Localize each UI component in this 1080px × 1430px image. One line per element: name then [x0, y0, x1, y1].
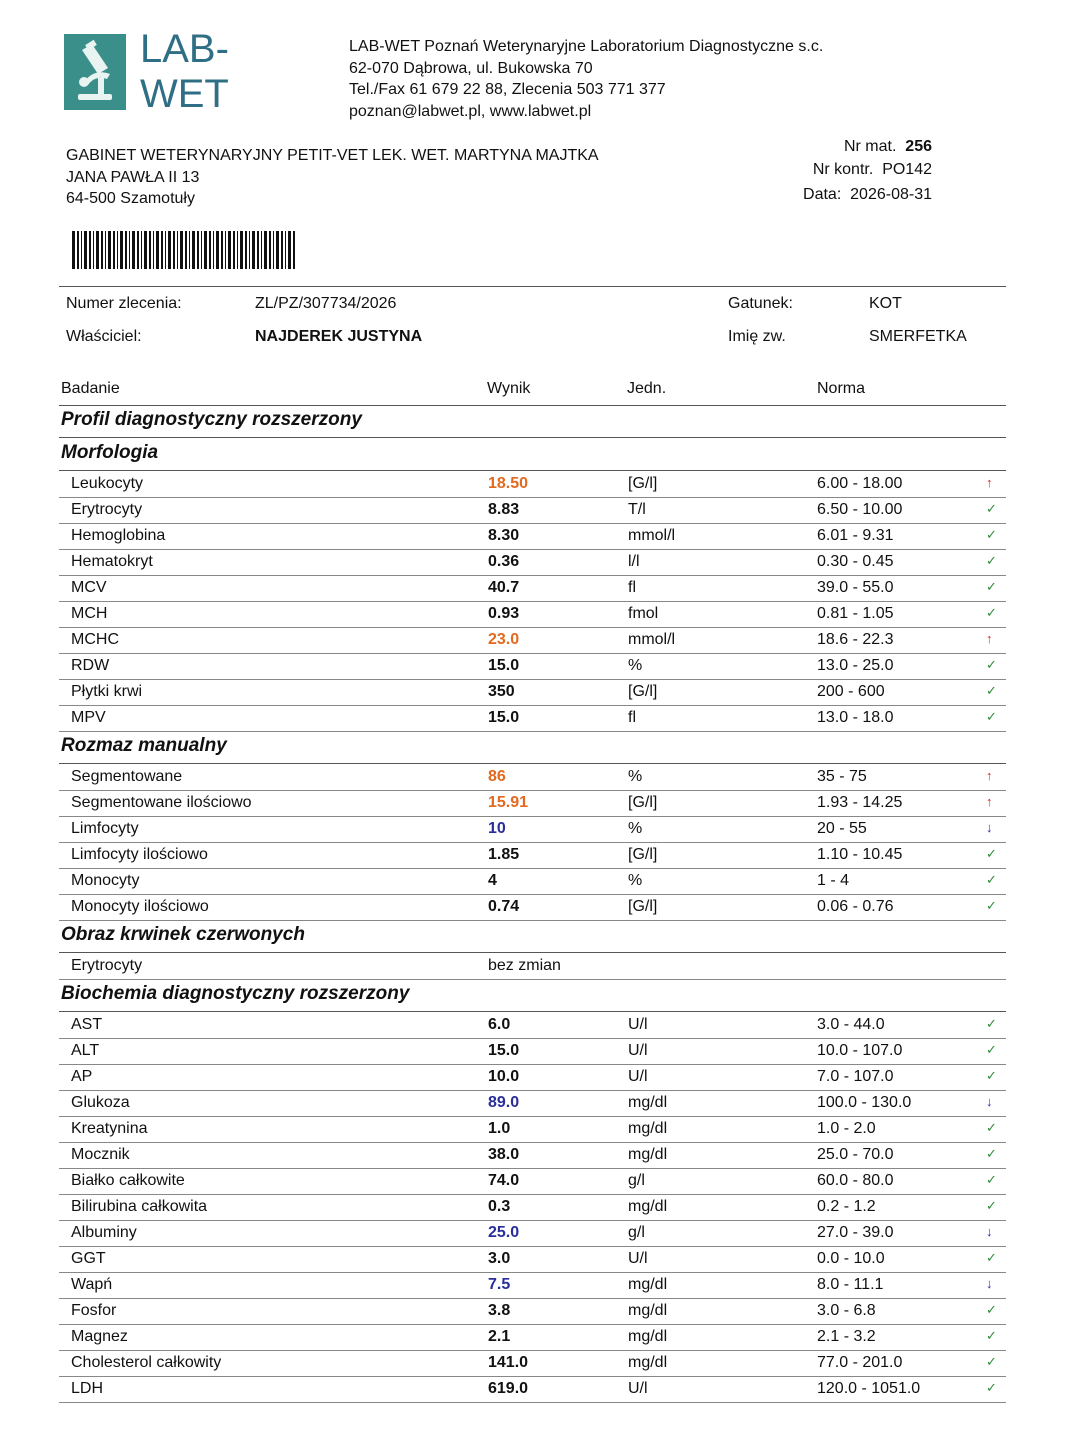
test-name: Płytki krwi — [71, 683, 143, 700]
arrow-down-icon: ↓ — [986, 1224, 993, 1239]
test-name: Hemoglobina — [71, 527, 166, 544]
col-header-norm: Norma — [817, 380, 866, 397]
test-result: 1.85 — [488, 846, 520, 863]
arrow-down-icon: ↓ — [986, 1094, 993, 1109]
barcode-bar — [129, 231, 130, 269]
barcode-bar — [288, 231, 291, 269]
check-icon: ✓ — [986, 1354, 997, 1369]
check-icon: ✓ — [986, 898, 997, 913]
test-unit: U/l — [628, 1380, 648, 1397]
order-number-value: ZL/PZ/307734/2026 — [255, 295, 397, 312]
test-result: 0.74 — [488, 898, 520, 915]
test-unit: mg/dl — [628, 1094, 668, 1111]
test-unit: mg/dl — [628, 1120, 668, 1137]
lab-contact: poznan@labwet.pl, www.labwet.pl — [349, 102, 592, 120]
test-result: 10.0 — [488, 1068, 520, 1085]
test-name: Erytrocyty — [71, 501, 143, 518]
test-name: MCV — [71, 579, 107, 596]
barcode-bar — [285, 231, 286, 269]
table-row — [59, 1272, 1006, 1299]
test-norm: 100.0 - 130.0 — [817, 1094, 912, 1111]
test-norm: 77.0 - 201.0 — [817, 1354, 903, 1371]
barcode-bar — [264, 231, 267, 269]
nr-mat-label: Nr mat. — [843, 138, 897, 155]
barcode-bar — [101, 231, 103, 269]
logo-text: LAB-WET — [140, 27, 229, 116]
barcode-bar — [153, 231, 154, 269]
test-name: Leukocyty — [71, 475, 144, 492]
barcode-bar — [72, 231, 75, 269]
test-unit: U/l — [628, 1250, 648, 1267]
test-norm: 20 - 55 — [817, 820, 867, 837]
check-icon: ✓ — [986, 683, 997, 698]
table-row — [59, 549, 1006, 576]
test-norm: 0.2 - 1.2 — [817, 1198, 876, 1215]
table-row — [59, 790, 1006, 817]
test-result: 10 — [488, 820, 506, 837]
barcode-bar — [273, 231, 274, 269]
lab-address: 62-070 Dąbrowa, ul. Bukowska 70 — [349, 59, 593, 77]
test-unit: mg/dl — [628, 1328, 668, 1345]
lab-info — [349, 36, 823, 122]
test-unit: % — [628, 768, 643, 785]
barcode-bar — [165, 231, 166, 269]
test-norm: 0.06 - 0.76 — [817, 898, 894, 915]
barcode-bar — [84, 231, 87, 269]
test-result: 25.0 — [488, 1224, 520, 1241]
test-unit: mg/dl — [628, 1146, 668, 1163]
pet-name-label: Imię zw. — [728, 328, 786, 345]
divider-header — [59, 405, 1006, 406]
lab-name: LAB-WET Poznań Weterynaryjne Laboratorium Diagnostyczne s.c. — [349, 38, 824, 55]
table-row — [59, 894, 1006, 921]
microscope-icon — [64, 34, 126, 110]
barcode-bar — [237, 231, 238, 269]
test-norm: 0.0 - 10.0 — [817, 1250, 885, 1267]
date-value: 2026-08-31 — [850, 186, 932, 203]
table-row — [59, 1116, 1006, 1143]
test-result: 89.0 — [488, 1094, 520, 1111]
test-unit: mmol/l — [628, 631, 676, 648]
check-icon: ✓ — [986, 1302, 997, 1317]
test-name: Segmentowane ilościowo — [71, 794, 252, 811]
arrow-up-icon: ↑ — [986, 631, 993, 646]
test-name: Mocznik — [71, 1146, 130, 1163]
order-number-label: Numer zlecenia: — [66, 295, 182, 312]
test-name: Monocyty ilościowo — [71, 898, 209, 915]
section-title: Biochemia diagnostyczny rozszerzony — [61, 983, 410, 1004]
test-norm: 25.0 - 70.0 — [817, 1146, 894, 1163]
barcode-bar — [93, 231, 94, 269]
test-result: 15.0 — [488, 1042, 520, 1059]
test-result: 40.7 — [488, 579, 520, 596]
barcode-bar — [113, 231, 115, 269]
test-unit: % — [628, 657, 643, 674]
barcode-bar — [180, 231, 183, 269]
barcode-bar — [252, 231, 255, 269]
table-row — [59, 1038, 1006, 1065]
test-name: Limfocyty — [71, 820, 139, 837]
test-norm: 2.1 - 3.2 — [817, 1328, 876, 1345]
test-result: 350 — [488, 683, 515, 700]
test-unit: T/l — [628, 501, 646, 518]
test-name: MCH — [71, 605, 108, 622]
lab-logo — [64, 27, 314, 116]
clinic-street: JANA PAWŁA II 13 — [66, 168, 200, 186]
test-name: Erytrocyty — [71, 957, 143, 974]
barcode-bar — [117, 231, 118, 269]
clinic-city: 64-500 Szamotuły — [66, 190, 195, 207]
table-row — [59, 1168, 1006, 1195]
table-row — [59, 497, 1006, 524]
test-norm: 6.01 - 9.31 — [817, 527, 894, 544]
barcode-bar — [233, 231, 235, 269]
table-row — [59, 523, 1006, 550]
check-icon: ✓ — [986, 1198, 997, 1213]
check-icon: ✓ — [986, 1172, 997, 1187]
table-row — [59, 653, 1006, 680]
barcode-bar — [108, 231, 111, 269]
check-icon: ✓ — [986, 553, 997, 568]
check-icon: ✓ — [986, 501, 997, 516]
test-norm: 120.0 - 1051.0 — [817, 1380, 921, 1397]
date-label: Data: — [803, 186, 842, 203]
test-result: 0.93 — [488, 605, 520, 622]
owner-value: NAJDEREK JUSTYNA — [255, 328, 423, 345]
test-result: 86 — [488, 768, 506, 785]
table-row — [59, 953, 1006, 980]
test-name: Magnez — [71, 1328, 128, 1345]
test-name: Kreatynina — [71, 1120, 148, 1137]
table-row — [59, 1324, 1006, 1351]
test-unit: mg/dl — [628, 1354, 668, 1371]
barcode-bar — [173, 231, 175, 269]
barcode-bar — [216, 231, 219, 269]
check-icon: ✓ — [986, 605, 997, 620]
test-result: bez zmian — [488, 957, 561, 974]
barcode-bar — [81, 231, 82, 269]
barcode-bar — [185, 231, 187, 269]
barcode-bar — [77, 231, 79, 269]
table-row — [59, 1220, 1006, 1247]
barcode-bar — [221, 231, 223, 269]
nr-kontr-label: Nr kontr. — [812, 161, 874, 178]
table-row — [59, 1246, 1006, 1273]
test-result: 23.0 — [488, 631, 520, 648]
test-name: MCHC — [71, 631, 119, 648]
test-unit: [G/l] — [628, 683, 658, 700]
test-name: Fosfor — [71, 1302, 117, 1319]
barcode-bar — [201, 231, 202, 269]
test-result: 15.0 — [488, 657, 520, 674]
col-header-unit: Jedn. — [627, 380, 667, 397]
test-name: MPV — [71, 709, 106, 726]
section-title: Morfologia — [61, 442, 159, 463]
check-icon: ✓ — [986, 872, 997, 887]
barcode-bar — [293, 231, 295, 269]
check-icon: ✓ — [986, 1042, 997, 1057]
table-row — [59, 1064, 1006, 1091]
test-unit: [G/l] — [628, 846, 658, 863]
test-norm: 200 - 600 — [817, 683, 885, 700]
section-title: Rozmaz manualny — [61, 735, 227, 756]
check-icon: ✓ — [986, 1068, 997, 1083]
col-header-test: Badanie — [61, 380, 120, 397]
table-row — [59, 1376, 1006, 1403]
nr-mat-value: 256 — [905, 138, 932, 155]
test-result: 38.0 — [488, 1146, 520, 1163]
check-icon: ✓ — [986, 579, 997, 594]
test-norm: 27.0 - 39.0 — [817, 1224, 894, 1241]
test-result: 8.83 — [488, 501, 520, 518]
table-row — [59, 1090, 1006, 1117]
table-row — [59, 868, 1006, 895]
barcode-bar — [177, 231, 178, 269]
barcode-bar — [144, 231, 147, 269]
test-norm: 1.93 - 14.25 — [817, 794, 903, 811]
test-result: 7.5 — [488, 1276, 511, 1293]
col-header-result: Wynik — [487, 380, 531, 397]
table-row — [59, 601, 1006, 628]
check-icon: ✓ — [986, 1146, 997, 1161]
barcode-bar — [137, 231, 139, 269]
test-unit: fl — [628, 579, 636, 596]
test-name: GGT — [71, 1250, 106, 1267]
barcode-bar — [141, 231, 142, 269]
barcode-bar — [149, 231, 151, 269]
test-name: Limfocyty ilościowo — [71, 846, 208, 863]
barcode-bar — [276, 231, 279, 269]
arrow-up-icon: ↑ — [986, 768, 993, 783]
document-meta — [803, 139, 932, 210]
table-row — [59, 816, 1006, 843]
section-divider — [59, 437, 1006, 438]
test-name: ALT — [71, 1042, 100, 1059]
divider-top — [59, 286, 1006, 287]
test-unit: fl — [628, 709, 636, 726]
test-name: RDW — [71, 657, 110, 674]
test-result: 74.0 — [488, 1172, 520, 1189]
table-row — [59, 627, 1006, 654]
barcode-bar — [156, 231, 159, 269]
test-norm: 10.0 - 107.0 — [817, 1042, 903, 1059]
nr-kontr-value: PO142 — [882, 161, 932, 178]
test-name: Segmentowane — [71, 768, 183, 785]
test-name: AP — [71, 1068, 93, 1085]
test-name: Monocyty — [71, 872, 140, 889]
test-result: 141.0 — [488, 1354, 529, 1371]
test-result: 1.0 — [488, 1120, 511, 1137]
test-unit: [G/l] — [628, 794, 658, 811]
test-norm: 8.0 - 11.1 — [817, 1276, 884, 1293]
test-norm: 18.6 - 22.3 — [817, 631, 894, 648]
table-row — [59, 1194, 1006, 1221]
test-name: Białko całkowite — [71, 1172, 185, 1189]
test-name: LDH — [71, 1380, 104, 1397]
lab-phone: Tel./Fax 61 679 22 88, Zlecenia 503 771 377 — [349, 81, 666, 98]
check-icon: ✓ — [986, 657, 997, 672]
barcode — [72, 231, 298, 269]
pet-name-value: SMERFETKA — [869, 328, 967, 345]
test-unit: % — [628, 820, 643, 837]
check-icon: ✓ — [986, 1380, 997, 1395]
test-norm: 6.50 - 10.00 — [817, 501, 903, 518]
barcode-bar — [245, 231, 247, 269]
test-norm: 3.0 - 44.0 — [817, 1016, 885, 1033]
barcode-bar — [132, 231, 135, 269]
species-value: KOT — [869, 295, 902, 312]
test-name: Hematokryt — [71, 553, 153, 570]
barcode-bar — [261, 231, 262, 269]
barcode-bar — [257, 231, 259, 269]
test-name: Glukoza — [71, 1094, 130, 1111]
test-norm: 35 - 75 — [817, 768, 867, 785]
barcode-bar — [189, 231, 190, 269]
table-row — [59, 575, 1006, 602]
barcode-bar — [161, 231, 163, 269]
test-unit: mmol/l — [628, 527, 676, 544]
test-norm: 1.0 - 2.0 — [817, 1120, 876, 1137]
barcode-bar — [125, 231, 127, 269]
test-unit: U/l — [628, 1016, 648, 1033]
check-icon: ✓ — [986, 709, 997, 724]
barcode-bar — [228, 231, 231, 269]
test-result: 3.0 — [488, 1250, 511, 1267]
test-result: 0.36 — [488, 553, 520, 570]
test-norm: 1.10 - 10.45 — [817, 846, 903, 863]
clinic-name: GABINET WETERYNARYJNY PETIT-VET LEK. WET. MARTYNA MAJTKA — [66, 147, 599, 164]
test-norm: 0.81 - 1.05 — [817, 605, 894, 622]
barcode-bar — [269, 231, 271, 269]
check-icon: ✓ — [986, 1120, 997, 1135]
check-icon: ✓ — [986, 527, 997, 542]
table-row — [59, 764, 1006, 791]
test-result: 0.3 — [488, 1198, 511, 1215]
arrow-up-icon: ↑ — [986, 794, 993, 809]
test-result: 2.1 — [488, 1328, 511, 1345]
test-name: Bilirubina całkowita — [71, 1198, 208, 1215]
test-norm: 6.00 - 18.00 — [817, 475, 903, 492]
barcode-bar — [192, 231, 195, 269]
species-label: Gatunek: — [728, 295, 793, 312]
test-norm: 60.0 - 80.0 — [817, 1172, 894, 1189]
barcode-bar — [240, 231, 243, 269]
test-name: Albuminy — [71, 1224, 137, 1241]
barcode-bar — [96, 231, 99, 269]
clinic-address — [66, 145, 599, 210]
barcode-bar — [249, 231, 250, 269]
test-norm: 1 - 4 — [817, 872, 850, 889]
test-unit: mg/dl — [628, 1198, 668, 1215]
section-title: Obraz krwinek czerwonych — [61, 924, 305, 945]
test-name: Cholesterol całkowity — [71, 1354, 222, 1371]
test-norm: 13.0 - 25.0 — [817, 657, 894, 674]
test-unit: l/l — [628, 553, 640, 570]
test-norm: 7.0 - 107.0 — [817, 1068, 894, 1085]
barcode-bar — [209, 231, 211, 269]
barcode-bar — [197, 231, 199, 269]
table-row — [59, 705, 1006, 732]
barcode-bar — [168, 231, 171, 269]
test-unit: mg/dl — [628, 1276, 668, 1293]
table-row — [59, 842, 1006, 869]
owner-label: Właściciel: — [66, 328, 142, 345]
test-result: 3.8 — [488, 1302, 511, 1319]
test-result: 4 — [488, 872, 497, 889]
section-title: Profil diagnostyczny rozszerzony — [61, 409, 362, 430]
test-unit: [G/l] — [628, 898, 658, 915]
barcode-bar — [120, 231, 123, 269]
test-result: 15.0 — [488, 709, 520, 726]
test-norm: 13.0 - 18.0 — [817, 709, 894, 726]
barcode-bar — [213, 231, 214, 269]
table-row — [59, 1298, 1006, 1325]
test-unit: fmol — [628, 605, 659, 622]
test-unit: [G/l] — [628, 475, 658, 492]
test-result: 619.0 — [488, 1380, 529, 1397]
arrow-up-icon: ↑ — [986, 475, 993, 490]
test-unit: g/l — [628, 1172, 645, 1189]
test-name: Wapń — [71, 1276, 113, 1293]
arrow-down-icon: ↓ — [986, 820, 993, 835]
table-row — [59, 1350, 1006, 1377]
check-icon: ✓ — [986, 1016, 997, 1031]
test-norm: 0.30 - 0.45 — [817, 553, 894, 570]
test-unit: g/l — [628, 1224, 645, 1241]
check-icon: ✓ — [986, 1250, 997, 1265]
barcode-bar — [281, 231, 283, 269]
test-name: AST — [71, 1016, 103, 1033]
test-unit: % — [628, 872, 643, 889]
test-unit: U/l — [628, 1068, 648, 1085]
table-row — [59, 1012, 1006, 1039]
barcode-bar — [89, 231, 91, 269]
test-norm: 3.0 - 6.8 — [817, 1302, 876, 1319]
barcode-bar — [105, 231, 106, 269]
table-row — [59, 679, 1006, 706]
barcode-bar — [204, 231, 207, 269]
test-norm: 39.0 - 55.0 — [817, 579, 894, 596]
table-row — [59, 471, 1006, 498]
arrow-down-icon: ↓ — [986, 1276, 993, 1291]
test-unit: mg/dl — [628, 1302, 668, 1319]
check-icon: ✓ — [986, 846, 997, 861]
test-unit: U/l — [628, 1042, 648, 1059]
barcode-bar — [225, 231, 226, 269]
check-icon: ✓ — [986, 1328, 997, 1343]
test-result: 8.30 — [488, 527, 520, 544]
test-result: 15.91 — [488, 794, 529, 811]
test-result: 6.0 — [488, 1016, 511, 1033]
table-row — [59, 1142, 1006, 1169]
test-result: 18.50 — [488, 475, 529, 492]
